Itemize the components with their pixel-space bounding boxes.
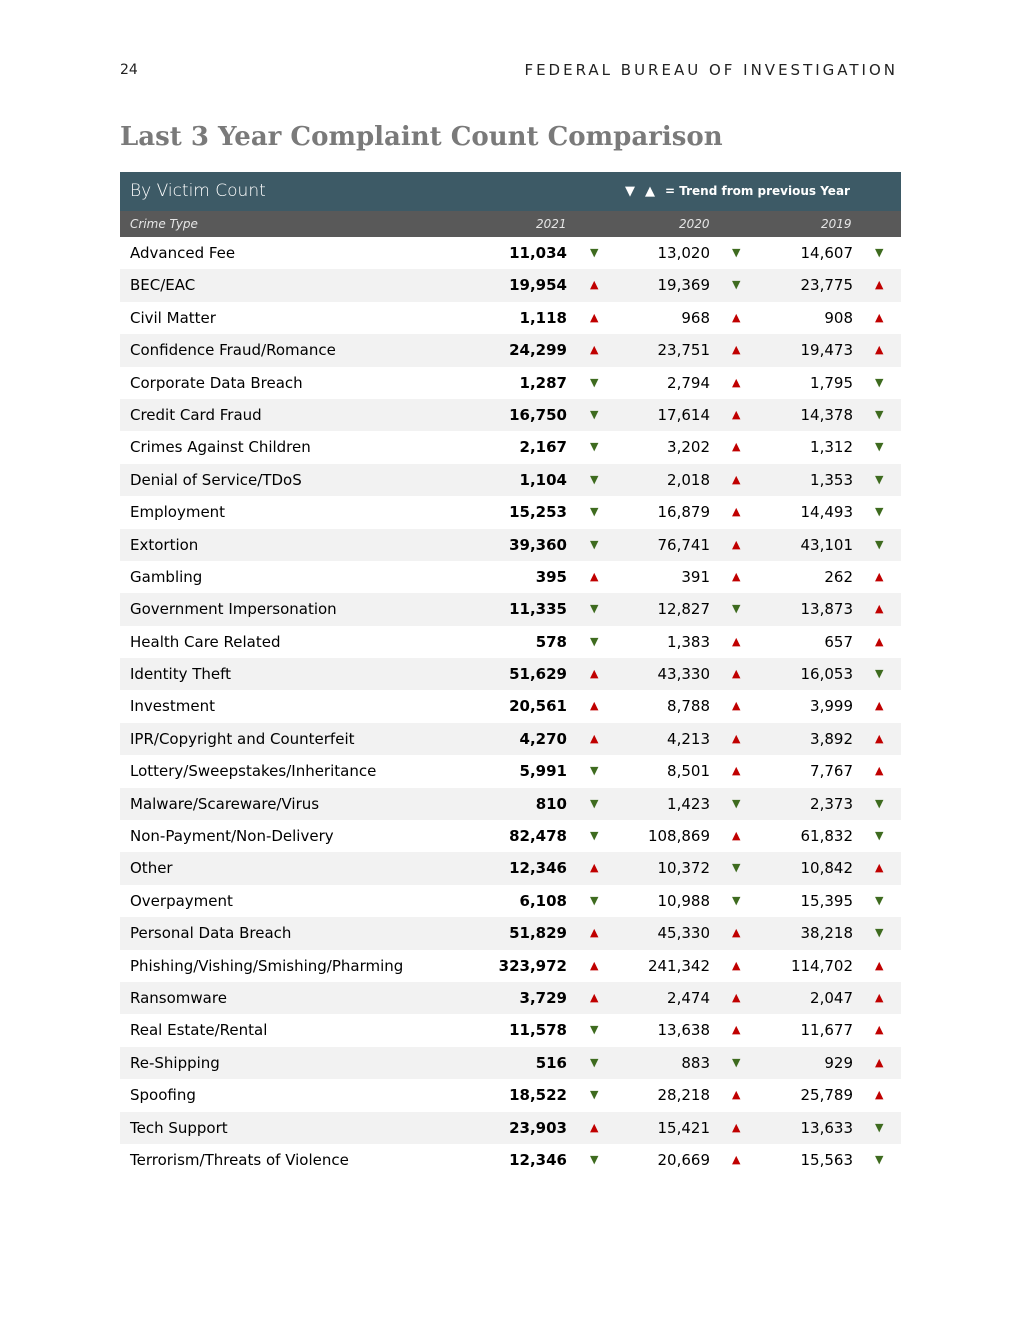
count-2021-cell: 20,561	[509, 697, 567, 716]
trend-2020-down-arrow-icon: ▼	[732, 602, 741, 616]
count-2021-cell: 2,167	[519, 438, 567, 457]
trend-2020-down-arrow-icon: ▼	[732, 278, 741, 292]
trend-2020-up-arrow-icon: ▲	[732, 1120, 741, 1134]
count-2020-cell: 19,369	[657, 276, 710, 295]
crime-type-cell: Health Care Related	[130, 632, 281, 651]
trend-2021-up-arrow-icon: ▲	[590, 1120, 599, 1134]
table-row	[120, 788, 901, 820]
trend-2020-up-arrow-icon: ▲	[732, 569, 741, 583]
count-2021-cell: 516	[535, 1053, 567, 1072]
crime-type-cell: IPR/Copyright and Counterfeit	[130, 729, 355, 748]
count-2020-cell: 391	[681, 567, 710, 586]
trend-2021-up-arrow-icon: ▲	[590, 278, 599, 292]
table-row	[120, 1079, 901, 1111]
trend-2021-up-arrow-icon: ▲	[590, 667, 599, 681]
trend-2020-up-arrow-icon: ▲	[732, 958, 741, 972]
page-title: Last 3 Year Complaint Count Comparison	[120, 122, 723, 152]
count-2019-cell: 11,677	[800, 1021, 853, 1040]
table-row	[120, 950, 901, 982]
column-header-row	[120, 211, 901, 237]
trend-2021-down-arrow-icon: ▼	[590, 764, 599, 778]
count-2021-cell: 12,346	[509, 859, 567, 878]
trend-2020-up-arrow-icon: ▲	[732, 764, 741, 778]
table-row	[120, 334, 901, 366]
count-2020-cell: 2,018	[667, 470, 710, 489]
trend-2019-up-arrow-icon: ▲	[875, 699, 884, 713]
count-2020-cell: 10,988	[657, 891, 710, 910]
trend-2020-up-arrow-icon: ▲	[732, 343, 741, 357]
trend-2021-up-arrow-icon: ▲	[590, 310, 599, 324]
trend-2019-up-arrow-icon: ▲	[875, 634, 884, 648]
trend-2021-up-arrow-icon: ▲	[590, 699, 599, 713]
count-2021-cell: 6,108	[519, 891, 567, 910]
count-2019-cell: 1,353	[810, 470, 853, 489]
count-2019-cell: 15,395	[800, 891, 853, 910]
trend-2021-down-arrow-icon: ▼	[590, 407, 599, 421]
count-2019-cell: 19,473	[800, 341, 853, 360]
count-2019-cell: 262	[824, 567, 853, 586]
trend-2019-up-arrow-icon: ▲	[875, 1023, 884, 1037]
table-row	[120, 561, 901, 593]
count-2021-cell: 24,299	[509, 341, 567, 360]
count-2020-cell: 883	[681, 1053, 710, 1072]
table-row	[120, 723, 901, 755]
count-2019-cell: 1,312	[810, 438, 853, 457]
count-2019-cell: 43,101	[800, 535, 853, 554]
trend-2021-up-arrow-icon: ▲	[590, 731, 599, 745]
trend-2019-down-arrow-icon: ▼	[875, 505, 884, 519]
count-2019-cell: 14,493	[800, 503, 853, 522]
trend-2021-up-arrow-icon: ▲	[590, 569, 599, 583]
crime-type-cell: Investment	[130, 697, 215, 716]
crime-type-cell: Terrorism/Threats of Violence	[130, 1150, 349, 1169]
trend-2020-up-arrow-icon: ▲	[732, 634, 741, 648]
crime-type-cell: Re-Shipping	[130, 1053, 220, 1072]
trend-2021-down-arrow-icon: ▼	[590, 602, 599, 616]
page-number: 24	[120, 62, 138, 78]
trend-2021-up-arrow-icon: ▲	[590, 958, 599, 972]
trend-2019-up-arrow-icon: ▲	[875, 310, 884, 324]
count-2020-cell: 3,202	[667, 438, 710, 457]
trend-2019-down-arrow-icon: ▼	[875, 375, 884, 389]
table-row	[120, 1144, 901, 1176]
trend-2019-down-arrow-icon: ▼	[875, 407, 884, 421]
table-row	[120, 464, 901, 496]
count-2019-cell: 657	[824, 632, 853, 651]
complaint-table	[120, 172, 901, 1176]
count-2021-cell: 1,287	[519, 373, 567, 392]
crime-type-cell: Employment	[130, 503, 226, 522]
trend-2020-up-arrow-icon: ▲	[732, 1023, 741, 1037]
count-2019-cell: 61,832	[800, 827, 853, 846]
table-row	[120, 982, 901, 1014]
trend-2019-down-arrow-icon: ▼	[875, 1120, 884, 1134]
trend-2021-up-arrow-icon: ▲	[590, 861, 599, 875]
trend-2020-up-arrow-icon: ▲	[732, 407, 741, 421]
count-2019-cell: 15,563	[800, 1150, 853, 1169]
count-2020-cell: 8,501	[667, 762, 710, 781]
count-2019-cell: 16,053	[800, 665, 853, 684]
count-2020-cell: 968	[681, 308, 710, 327]
trend-2019-down-arrow-icon: ▼	[875, 926, 884, 940]
crime-type-cell: Lottery/Sweepstakes/Inheritance	[130, 762, 377, 781]
trend-2020-up-arrow-icon: ▲	[732, 537, 741, 551]
trend-2020-up-arrow-icon: ▲	[732, 1152, 741, 1166]
count-2019-cell: 14,378	[800, 405, 853, 424]
trend-2020-up-arrow-icon: ▲	[732, 667, 741, 681]
trend-2019-down-arrow-icon: ▼	[875, 537, 884, 551]
trend-2019-down-arrow-icon: ▼	[875, 246, 884, 259]
trend-2021-down-arrow-icon: ▼	[590, 796, 599, 810]
column-header-2021: 2021	[536, 217, 567, 231]
down-arrow-icon: ▼	[625, 184, 635, 199]
trend-2019-down-arrow-icon: ▼	[875, 667, 884, 681]
crime-type-cell: Spoofing	[130, 1086, 196, 1105]
count-2020-cell: 20,669	[657, 1150, 710, 1169]
count-2021-cell: 23,903	[509, 1118, 567, 1137]
crime-type-cell: Government Impersonation	[130, 600, 337, 619]
crime-type-cell: BEC/EAC	[130, 276, 196, 295]
trend-2019-up-arrow-icon: ▲	[875, 764, 884, 778]
trend-2020-up-arrow-icon: ▲	[732, 829, 741, 843]
count-2020-cell: 2,794	[667, 373, 710, 392]
count-2021-cell: 1,118	[519, 308, 567, 327]
crime-type-cell: Credit Card Fraud	[130, 405, 262, 424]
count-2020-cell: 17,614	[657, 405, 710, 424]
trend-2019-down-arrow-icon: ▼	[875, 1152, 884, 1166]
count-2021-cell: 5,991	[519, 762, 567, 781]
trend-2020-down-arrow-icon: ▼	[732, 861, 741, 875]
count-2021-cell: 12,346	[509, 1150, 567, 1169]
count-2020-cell: 23,751	[657, 341, 710, 360]
count-2020-cell: 15,421	[657, 1118, 710, 1137]
count-2020-cell: 4,213	[667, 729, 710, 748]
crime-type-cell: Civil Matter	[130, 308, 216, 327]
trend-2019-up-arrow-icon: ▲	[875, 731, 884, 745]
table-row	[120, 917, 901, 949]
trend-2021-up-arrow-icon: ▲	[590, 343, 599, 357]
trend-2020-up-arrow-icon: ▲	[732, 731, 741, 745]
count-2021-cell: 4,270	[519, 729, 567, 748]
count-2021-cell: 18,522	[509, 1086, 567, 1105]
crime-type-cell: Phishing/Vishing/Smishing/Pharming	[130, 956, 404, 975]
agency-header: FEDERAL BUREAU OF INVESTIGATION	[524, 61, 898, 79]
trend-2021-down-arrow-icon: ▼	[590, 1055, 599, 1069]
table-banner	[120, 172, 901, 211]
count-2020-cell: 76,741	[657, 535, 710, 554]
count-2021-cell: 578	[535, 632, 567, 651]
count-2020-cell: 1,423	[667, 794, 710, 813]
count-2019-cell: 1,795	[810, 373, 853, 392]
crime-type-cell: Overpayment	[130, 891, 233, 910]
table-row	[120, 496, 901, 528]
crime-type-cell: Confidence Fraud/Romance	[130, 341, 336, 360]
table-row	[120, 431, 901, 463]
legend-text: = Trend from previous Year	[665, 184, 850, 198]
trend-2021-down-arrow-icon: ▼	[590, 893, 599, 907]
crime-type-cell: Personal Data Breach	[130, 924, 292, 943]
table-row	[120, 399, 901, 431]
count-2019-cell: 3,892	[810, 729, 853, 748]
trend-2020-down-arrow-icon: ▼	[732, 246, 741, 259]
trend-2021-down-arrow-icon: ▼	[590, 634, 599, 648]
trend-2021-down-arrow-icon: ▼	[590, 1023, 599, 1037]
count-2019-cell: 114,702	[790, 956, 853, 975]
trend-2021-down-arrow-icon: ▼	[590, 375, 599, 389]
count-2019-cell: 929	[824, 1053, 853, 1072]
table-row	[120, 1112, 901, 1144]
trend-2019-down-arrow-icon: ▼	[875, 796, 884, 810]
column-header-crime-type: Crime Type	[130, 217, 198, 231]
trend-2019-up-arrow-icon: ▲	[875, 1088, 884, 1102]
table-row	[120, 302, 901, 334]
count-2021-cell: 82,478	[509, 827, 567, 846]
trend-2019-up-arrow-icon: ▲	[875, 990, 884, 1004]
count-2020-cell: 13,638	[657, 1021, 710, 1040]
trend-2019-up-arrow-icon: ▲	[875, 278, 884, 292]
trend-2021-down-arrow-icon: ▼	[590, 472, 599, 486]
count-2019-cell: 13,633	[800, 1118, 853, 1137]
crime-type-cell: Real Estate/Rental	[130, 1021, 268, 1040]
crime-type-cell: Identity Theft	[130, 665, 232, 684]
crime-type-cell: Crimes Against Children	[130, 438, 311, 457]
trend-2019-down-arrow-icon: ▼	[875, 440, 884, 454]
count-2021-cell: 51,629	[509, 665, 567, 684]
table-row	[120, 820, 901, 852]
count-2021-cell: 16,750	[509, 405, 567, 424]
table-row	[120, 658, 901, 690]
trend-2021-down-arrow-icon: ▼	[590, 1088, 599, 1102]
trend-2019-down-arrow-icon: ▼	[875, 829, 884, 843]
count-2019-cell: 7,767	[810, 762, 853, 781]
count-2021-cell: 323,972	[498, 956, 567, 975]
table-row	[120, 593, 901, 625]
count-2020-cell: 16,879	[657, 503, 710, 522]
trend-2020-up-arrow-icon: ▲	[732, 472, 741, 486]
count-2021-cell: 11,578	[509, 1021, 567, 1040]
count-2021-cell: 19,954	[509, 276, 567, 295]
count-2020-cell: 43,330	[657, 665, 710, 684]
crime-type-cell: Gambling	[130, 567, 203, 586]
trend-2020-up-arrow-icon: ▲	[732, 926, 741, 940]
table-row	[120, 237, 901, 269]
crime-type-cell: Non-Payment/Non-Delivery	[130, 827, 334, 846]
trend-2019-up-arrow-icon: ▲	[875, 602, 884, 616]
trend-2021-down-arrow-icon: ▼	[590, 537, 599, 551]
trend-2021-up-arrow-icon: ▲	[590, 990, 599, 1004]
trend-2021-down-arrow-icon: ▼	[590, 246, 599, 259]
table-row	[120, 626, 901, 658]
trend-2020-up-arrow-icon: ▲	[732, 440, 741, 454]
count-2020-cell: 1,383	[667, 632, 710, 651]
column-header-2019: 2019	[821, 217, 852, 231]
table-row	[120, 885, 901, 917]
count-2020-cell: 10,372	[657, 859, 710, 878]
trend-2019-down-arrow-icon: ▼	[875, 893, 884, 907]
trend-2021-down-arrow-icon: ▼	[590, 440, 599, 454]
table-row	[120, 1047, 901, 1079]
table-row	[120, 529, 901, 561]
count-2020-cell: 28,218	[657, 1086, 710, 1105]
count-2021-cell: 395	[535, 567, 567, 586]
trend-2020-up-arrow-icon: ▲	[732, 699, 741, 713]
count-2019-cell: 14,607	[800, 244, 853, 262]
count-2020-cell: 108,869	[647, 827, 710, 846]
crime-type-cell: Ransomware	[130, 988, 227, 1007]
count-2019-cell: 13,873	[800, 600, 853, 619]
table-row	[120, 1014, 901, 1046]
trend-2020-up-arrow-icon: ▲	[732, 310, 741, 324]
crime-type-cell: Extortion	[130, 535, 199, 554]
count-2019-cell: 2,047	[810, 988, 853, 1007]
trend-2019-up-arrow-icon: ▲	[875, 343, 884, 357]
crime-type-cell: Denial of Service/TDoS	[130, 470, 302, 489]
table-row	[120, 690, 901, 722]
crime-type-cell: Corporate Data Breach	[130, 373, 303, 392]
column-header-2020: 2020	[679, 217, 710, 231]
crime-type-cell: Advanced Fee	[130, 244, 236, 262]
trend-legend	[625, 184, 850, 199]
count-2019-cell: 10,842	[800, 859, 853, 878]
trend-2021-down-arrow-icon: ▼	[590, 505, 599, 519]
trend-2019-up-arrow-icon: ▲	[875, 958, 884, 972]
count-2021-cell: 3,729	[519, 988, 567, 1007]
count-2021-cell: 11,034	[509, 244, 567, 262]
count-2020-cell: 241,342	[647, 956, 710, 975]
trend-2020-up-arrow-icon: ▲	[732, 1088, 741, 1102]
count-2019-cell: 2,373	[810, 794, 853, 813]
count-2019-cell: 908	[824, 308, 853, 327]
crime-type-cell: Tech Support	[130, 1118, 228, 1137]
count-2020-cell: 45,330	[657, 924, 710, 943]
table-body	[120, 237, 901, 1176]
count-2021-cell: 11,335	[509, 600, 567, 619]
trend-2020-down-arrow-icon: ▼	[732, 796, 741, 810]
trend-2021-down-arrow-icon: ▼	[590, 1152, 599, 1166]
count-2019-cell: 38,218	[800, 924, 853, 943]
trend-2021-up-arrow-icon: ▲	[590, 926, 599, 940]
count-2020-cell: 8,788	[667, 697, 710, 716]
count-2021-cell: 810	[535, 794, 567, 813]
table-row	[120, 367, 901, 399]
count-2019-cell: 3,999	[810, 697, 853, 716]
count-2019-cell: 25,789	[800, 1086, 853, 1105]
table-row	[120, 755, 901, 787]
count-2020-cell: 12,827	[657, 600, 710, 619]
trend-2019-up-arrow-icon: ▲	[875, 569, 884, 583]
crime-type-cell: Other	[130, 859, 173, 878]
crime-type-cell: Malware/Scareware/Virus	[130, 794, 320, 813]
trend-2021-down-arrow-icon: ▼	[590, 829, 599, 843]
count-2019-cell: 23,775	[800, 276, 853, 295]
table-row	[120, 852, 901, 884]
count-2020-cell: 2,474	[667, 988, 710, 1007]
trend-2020-up-arrow-icon: ▲	[732, 990, 741, 1004]
trend-2020-up-arrow-icon: ▲	[732, 505, 741, 519]
count-2021-cell: 39,360	[509, 535, 567, 554]
up-arrow-icon: ▲	[645, 184, 655, 199]
trend-2019-up-arrow-icon: ▲	[875, 861, 884, 875]
banner-label: By Victim Count	[130, 181, 266, 201]
count-2021-cell: 15,253	[509, 503, 567, 522]
trend-2020-down-arrow-icon: ▼	[732, 1055, 741, 1069]
count-2021-cell: 1,104	[519, 470, 567, 489]
trend-2020-up-arrow-icon: ▲	[732, 375, 741, 389]
count-2020-cell: 13,020	[657, 244, 710, 262]
trend-2019-down-arrow-icon: ▼	[875, 472, 884, 486]
trend-2020-down-arrow-icon: ▼	[732, 893, 741, 907]
trend-2019-up-arrow-icon: ▲	[875, 1055, 884, 1069]
count-2021-cell: 51,829	[509, 924, 567, 943]
table-row	[120, 269, 901, 301]
